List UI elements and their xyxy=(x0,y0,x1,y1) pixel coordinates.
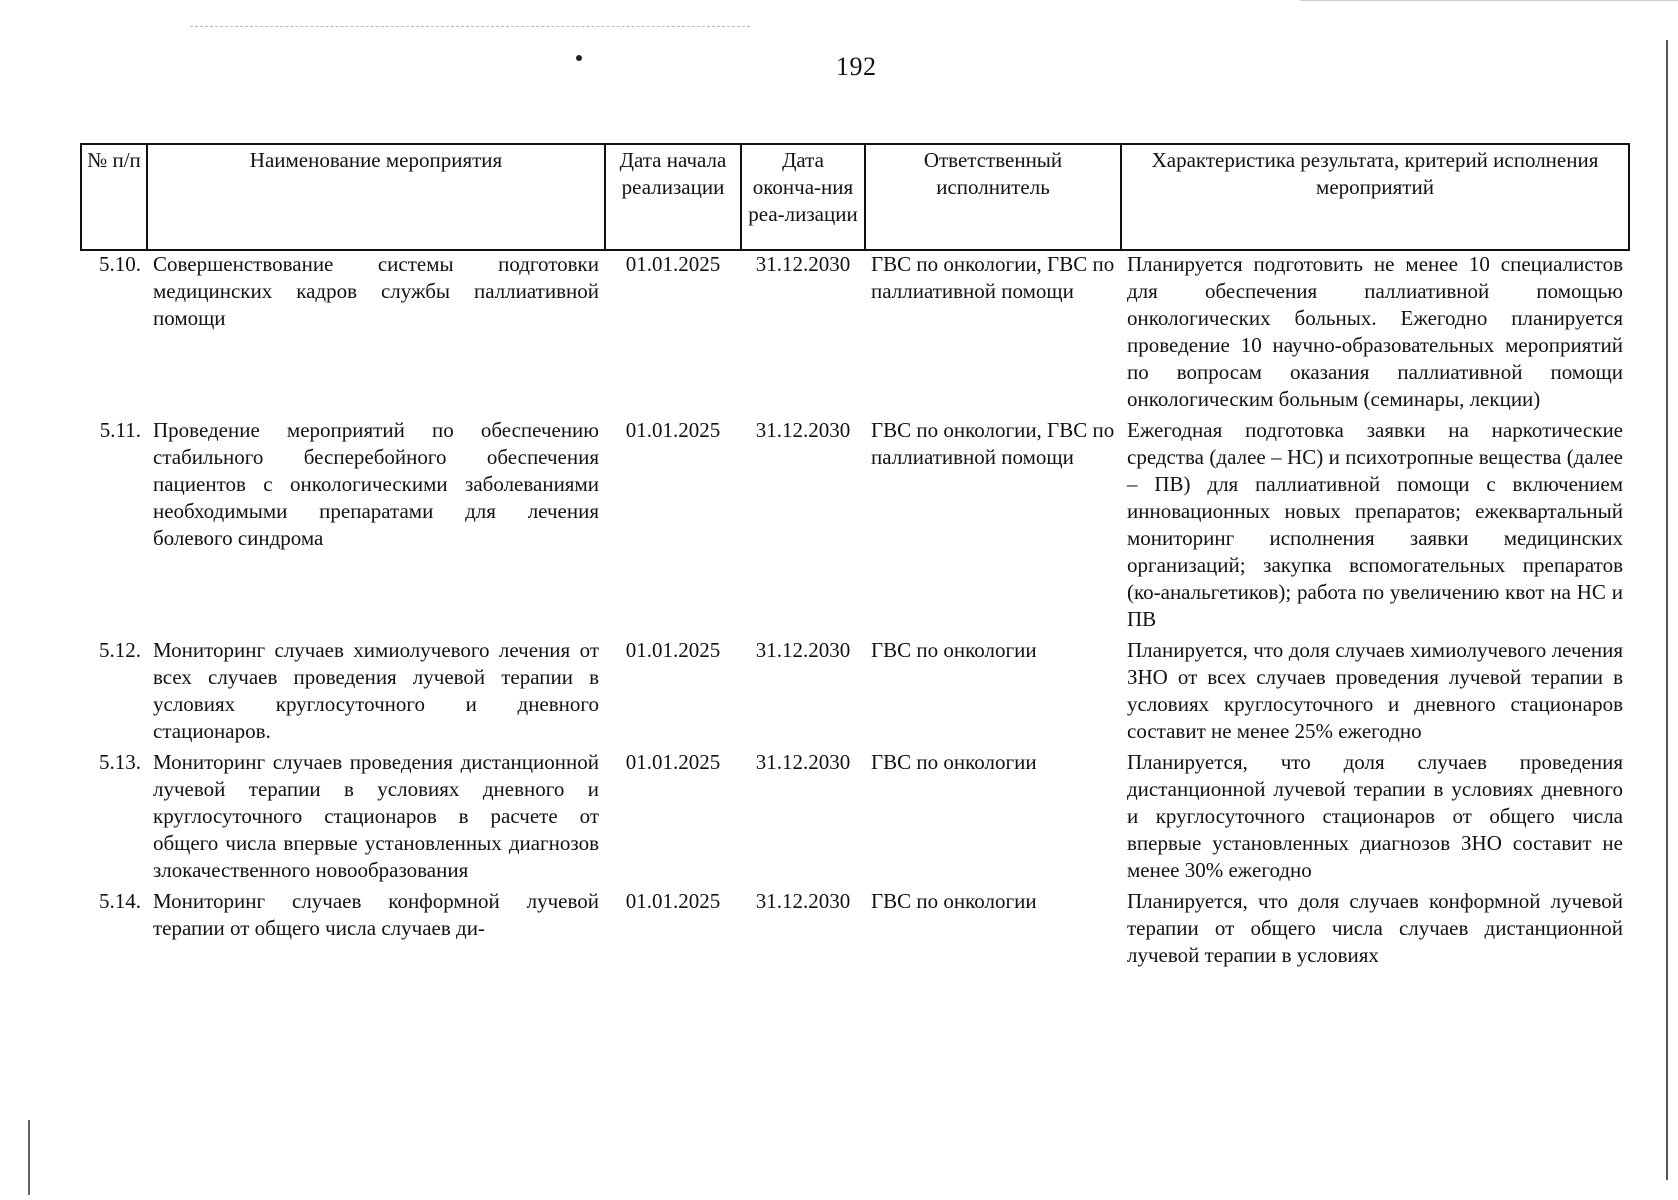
page-number: 192 xyxy=(836,52,877,81)
result-criteria: Ежегодная подготовка заявки на наркотические средства (далее – НС) и психотропные вещества (далее – ПВ) для паллиативной помощи с включением инновационных новых препаратов; ежеквартальный мониторинг исполнения заявки медицинских организаций; закупка вспомогательных препаратов (ко-анальгетиков); работа по увеличению квот на НС и ПВ xyxy=(1127,418,1623,631)
responsible: ГВС по онкологии, ГВС по паллиативной помощи xyxy=(871,252,1115,303)
row-number: 5.14. xyxy=(99,889,141,913)
end-date: 31.12.2030 xyxy=(755,889,851,913)
header-name: Наименование мероприятия xyxy=(147,144,605,250)
start-date: 01.01.2025 xyxy=(625,418,721,442)
table-row xyxy=(81,749,1629,888)
table-row xyxy=(81,250,1629,417)
measure-name: Проведение мероприятий по обеспечению стабильного бесперебойного обеспечения пациентов с онкологическими заболеваниями необходимыми препаратами для лечения болевого синдрома xyxy=(153,418,599,550)
table-row xyxy=(81,888,1629,969)
row-number: 5.12. xyxy=(99,638,141,662)
start-date: 01.01.2025 xyxy=(625,889,721,913)
responsible: ГВС по онкологии xyxy=(871,889,1037,913)
scan-page-edge xyxy=(28,1120,30,1195)
row-number: 5.13. xyxy=(99,750,141,774)
start-date: 01.01.2025 xyxy=(625,638,721,662)
table-row xyxy=(81,417,1629,637)
measure-name: Мониторинг случаев химиолучевого лечения от всех случаев проведения лучевой терапии в условиях круглосуточного и дневного стационаров. xyxy=(153,638,599,743)
result-criteria: Планируется, что доля случаев конформной лучевой терапии от общего числа случаев дистанционной лучевой терапии в условиях xyxy=(1127,889,1623,967)
header-end-date: Дата оконча-ния реа-лизации xyxy=(741,144,865,250)
start-date: 01.01.2025 xyxy=(625,750,721,774)
table-row xyxy=(81,637,1629,749)
scan-artifact-dot xyxy=(576,55,582,61)
table-header-row xyxy=(81,144,1629,250)
result-criteria: Планируется, что доля случаев проведения дистанционной лучевой терапии в условиях дневного и круглосуточного стационаров от общего числа впервые установленных диагнозов ЗНО составит не менее 30% ежегодно xyxy=(1127,750,1623,882)
end-date: 31.12.2030 xyxy=(755,418,851,442)
header-responsible: Ответственный исполнитель xyxy=(865,144,1121,250)
row-number: 5.11. xyxy=(99,418,141,442)
measure-name: Мониторинг случаев проведения дистанционной лучевой терапии в условиях дневного и круглосуточного стационаров в расчете от общего числа впервые установленных диагнозов злокачественного новообразования xyxy=(153,750,599,882)
responsible: ГВС по онкологии, ГВС по паллиативной помощи xyxy=(871,418,1115,469)
result-criteria: Планируется, что доля случаев химиолучевого лечения ЗНО от всех случаев проведения лучевой терапии в условиях круглосуточного и дневного стационаров составит не менее 25% ежегодно xyxy=(1127,638,1623,743)
scan-artifact-line xyxy=(1300,0,1678,1)
header-start-date: Дата начала реализации xyxy=(605,144,741,250)
end-date: 31.12.2030 xyxy=(755,252,851,276)
measure-name: Мониторинг случаев конформной лучевой терапии от общего числа случаев ди- xyxy=(153,889,599,940)
header-result: Характеристика результата, критерий исполнения мероприятий xyxy=(1121,144,1629,250)
row-number: 5.10. xyxy=(99,252,141,276)
result-criteria: Планируется подготовить не менее 10 специалистов для обеспечения паллиативной помощью онкологических больных. Ежегодно планируется проведение 10 научно-образовательных мероприятий по вопросам оказания паллиативной помощи онкологическим больным (семинары, лекции) xyxy=(1127,252,1623,411)
responsible: ГВС по онкологии xyxy=(871,750,1037,774)
measure-name: Совершенствование системы подготовки медицинских кадров службы паллиативной помощи xyxy=(153,252,599,330)
scan-artifact-line xyxy=(190,26,750,27)
end-date: 31.12.2030 xyxy=(755,750,851,774)
scan-page-edge xyxy=(1666,40,1668,1180)
measures-table xyxy=(80,143,1630,969)
end-date: 31.12.2030 xyxy=(755,638,851,662)
responsible: ГВС по онкологии xyxy=(871,638,1037,662)
header-num: № п/п xyxy=(81,144,147,250)
start-date: 01.01.2025 xyxy=(625,252,721,276)
